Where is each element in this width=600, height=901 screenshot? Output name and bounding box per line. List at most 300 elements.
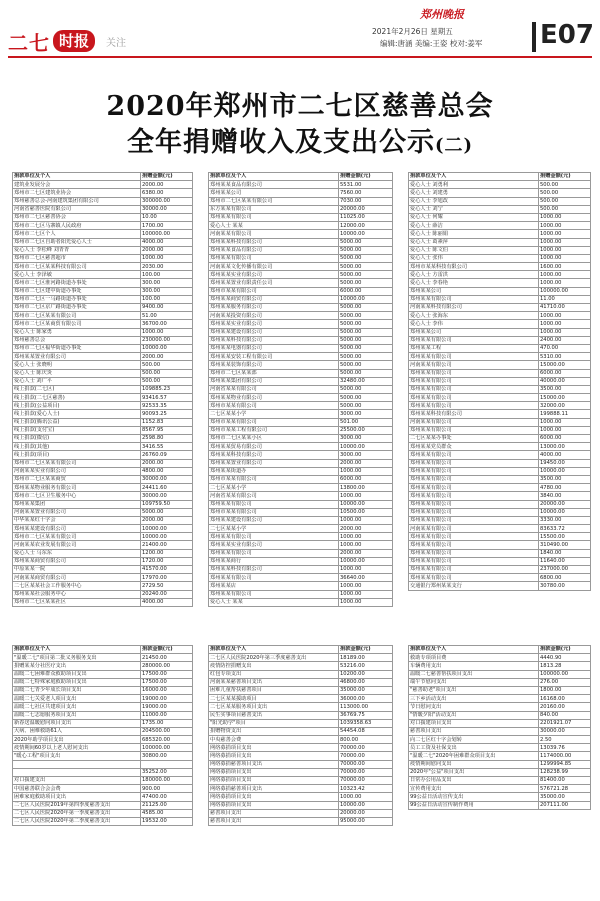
- donor-cell: 建筑业发展分会: [13, 181, 141, 189]
- donor-cell: 节日慰问支出: [409, 703, 539, 711]
- donor-cell: 河南某某投资有限公司: [209, 312, 339, 320]
- table-row: [13, 801, 193, 809]
- section-label: 关注: [106, 37, 127, 49]
- amount-cell: 3000.00: [339, 410, 393, 418]
- amount-cell: 199888.11: [539, 410, 591, 418]
- donor-cell: 郑州某某有限公司: [409, 426, 539, 434]
- donor-cell: 郑州某某有限公司: [409, 533, 539, 541]
- donor-cell: "温暖二七"项目第二批义务服务支出: [13, 654, 141, 662]
- table-row: [209, 418, 393, 426]
- donor-cell: "情暖夕阳"活动支出: [409, 711, 539, 719]
- donor-cell: 郑州某某电器有限公司: [209, 344, 339, 352]
- donor-cell: 郑州某某商贸有限公司: [209, 295, 339, 303]
- amount-cell: 900.00: [141, 785, 193, 793]
- donor-cell: 网络募捐项目支出: [209, 752, 339, 760]
- amount-cell: 9400.00: [141, 304, 193, 312]
- table-row: [409, 336, 591, 344]
- donor-cell: 郑州某某贸易有限公司: [209, 443, 339, 451]
- table-row: [409, 304, 591, 312]
- donor-cell: 郑州某某有限公司: [209, 213, 339, 221]
- donor-cell: 二七区某某小学: [209, 525, 339, 533]
- amount-cell: 36000.00: [339, 695, 393, 703]
- table-row: [209, 328, 393, 336]
- donor-cell: 车辆费用支出: [409, 662, 539, 670]
- donor-cell: 99公益日活动宣传支出: [409, 793, 539, 801]
- table-row: [209, 484, 393, 492]
- amount-cell: 180000.00: [141, 777, 193, 785]
- amount-cell: 35000.00: [539, 793, 591, 801]
- donor-cell: 郑州某某店: [209, 582, 339, 590]
- amount-cell: 310490.00: [539, 541, 591, 549]
- amount-cell: 10000.00: [539, 508, 591, 516]
- table-row: [409, 377, 591, 385]
- amount-cell: 13800.00: [339, 484, 393, 492]
- table-row: [209, 205, 393, 213]
- amount-cell: 4000.00: [141, 238, 193, 246]
- column-header-donor: 捐款单位及个人: [13, 173, 141, 181]
- amount-cell: 21450.00: [141, 654, 193, 662]
- table-row: [409, 500, 591, 508]
- table-row: [13, 654, 193, 662]
- donor-cell: 交通银行郑州某某支行: [409, 582, 539, 590]
- amount-cell: 500.00: [539, 197, 591, 205]
- table-row: [209, 451, 393, 459]
- table-row: [209, 670, 393, 678]
- amount-cell: 15500.00: [539, 533, 591, 541]
- donor-cell: 郑州某某科技有限公司: [409, 410, 539, 418]
- brand-badge: 时报: [53, 30, 95, 52]
- amount-cell: 1000.00: [539, 213, 591, 221]
- donor-cell: 二七区某某社会工作服务中心: [13, 582, 141, 590]
- table-row: [13, 549, 193, 557]
- amount-cell: 70000.00: [339, 760, 393, 768]
- amount-cell: 32000.00: [539, 402, 591, 410]
- donor-cell: 郑州某某公司: [209, 189, 339, 197]
- amount-cell: 30000.00: [141, 205, 193, 213]
- table-row: [13, 287, 193, 295]
- amount-cell: 24411.60: [141, 484, 193, 492]
- table-row: [409, 328, 591, 336]
- donor-cell: 线上捐款(其他): [13, 443, 141, 451]
- amount-cell: 300.00: [141, 287, 193, 295]
- table-row: [409, 213, 591, 221]
- amount-cell: 100.00: [141, 271, 193, 279]
- table-row: [13, 295, 193, 303]
- donor-cell: 慈善项目支出: [409, 727, 539, 735]
- donor-cell: 郑州市二七区某某有限公司: [209, 197, 339, 205]
- donor-cell: 郑州某某有限公司: [409, 459, 539, 467]
- amount-cell: 2000.00: [141, 516, 193, 524]
- table-row: [209, 574, 393, 582]
- table-row: [13, 475, 193, 483]
- table-row: [209, 435, 393, 443]
- table-row: [209, 263, 393, 271]
- amount-cell: 5000.00: [339, 385, 393, 393]
- table-row: [409, 533, 591, 541]
- donor-cell: 郑州某某有限公司: [409, 508, 539, 516]
- amount-cell: 840.00: [539, 711, 591, 719]
- amount-cell: 92533.35: [141, 402, 193, 410]
- amount-cell: 204500.00: [141, 727, 193, 735]
- donor-cell: 爱心人士 刘勇利: [409, 181, 539, 189]
- donor-cell: 捐赠物资支出: [209, 727, 339, 735]
- donor-cell: 郑州某某有限公司: [409, 492, 539, 500]
- table-row: [13, 582, 193, 590]
- table-row: [209, 598, 393, 606]
- amount-cell: 3500.00: [539, 475, 591, 483]
- page-header: [0, 0, 600, 64]
- table-row: [209, 271, 393, 279]
- table-row: [409, 418, 591, 426]
- donor-cell: 河南某某有限公司: [409, 418, 539, 426]
- amount-cell: 51.00: [141, 312, 193, 320]
- donor-cell: 困难儿童帮扶慈善项目: [209, 686, 339, 694]
- amount-cell: 1000.00: [539, 312, 591, 320]
- donor-cell: 郑州某某食品有限公司: [209, 181, 339, 189]
- amount-cell: 1840.00: [539, 549, 591, 557]
- table-row: [209, 475, 393, 483]
- amount-cell: 30000.00: [141, 492, 193, 500]
- bottom_tables-1: [208, 645, 393, 826]
- table-row: [13, 279, 193, 287]
- table-row: [13, 230, 193, 238]
- table-row: [209, 287, 393, 295]
- table-row: [13, 304, 193, 312]
- table-row: [13, 377, 193, 385]
- amount-cell: 93416.57: [141, 394, 193, 402]
- amount-cell: 280000.00: [141, 662, 193, 670]
- amount-cell: 10200.00: [339, 670, 393, 678]
- column-header-amount: 捐款金额(元): [141, 646, 193, 654]
- donor-cell: 民生实事项目慈善支出: [209, 711, 339, 719]
- amount-cell: 10000.00: [339, 801, 393, 809]
- table-header-row: [13, 646, 193, 654]
- table-row: [13, 205, 193, 213]
- donor-cell: 郑州某某工程: [409, 344, 539, 352]
- table-row: [209, 443, 393, 451]
- table-row: [409, 574, 591, 582]
- amount-cell: 1600.00: [539, 263, 591, 271]
- amount-cell: 6000.00: [539, 435, 591, 443]
- amount-cell: 12000.00: [339, 222, 393, 230]
- table-row: [209, 344, 393, 352]
- top_tables-1: [208, 172, 393, 607]
- donor-cell: 中原某某一院: [13, 566, 141, 574]
- amount-cell: 10000.00: [141, 344, 193, 352]
- amount-cell: 5000.00: [339, 271, 393, 279]
- amount-cell: 10000.00: [339, 295, 393, 303]
- table-row: [13, 402, 193, 410]
- amount-cell: 5000.00: [339, 336, 393, 344]
- table-row: [209, 320, 393, 328]
- donor-cell: 线上捐款(公益项目): [13, 402, 141, 410]
- amount-cell: 3000.00: [339, 435, 393, 443]
- donor-cell: 郑州市二七区某某科技有限公司: [13, 263, 141, 271]
- table-row: [13, 197, 193, 205]
- table-row: [209, 353, 393, 361]
- table-row: [409, 394, 591, 402]
- table-row: [13, 344, 193, 352]
- table-header-row: [209, 646, 393, 654]
- donor-cell: 线上捐款(支付宝): [13, 426, 141, 434]
- donor-cell: 郑州市二七区某某商贸: [13, 475, 141, 483]
- table-row: [409, 719, 591, 727]
- column-header-amount: 捐赠金额(元): [141, 173, 193, 181]
- donor-cell: 爱心人士 刘广平: [13, 377, 141, 385]
- donor-cell: 郑州某某置业有限公司: [13, 353, 141, 361]
- amount-cell: 1800.00: [539, 686, 591, 694]
- table-row: [13, 557, 193, 565]
- donor-cell: 郑州某某有限公司: [409, 557, 539, 565]
- table-row: [209, 582, 393, 590]
- donor-cell: 郑州某某有限公司: [209, 549, 339, 557]
- headline-line-1: 2020年郑州市二七区慈善总会: [106, 91, 494, 122]
- donor-cell: 河南省慈善医院有限公司: [13, 205, 141, 213]
- table-row: [209, 426, 393, 434]
- amount-cell: 2000.00: [141, 459, 193, 467]
- amount-cell: 10000.00: [141, 525, 193, 533]
- newspaper-masthead: 郑州晚报: [420, 8, 464, 21]
- amount-cell: 70000.00: [339, 768, 393, 776]
- table-row: [409, 662, 591, 670]
- donor-cell: 郑州市二七区自助者阳光爱心人士: [13, 238, 141, 246]
- amount-cell: 5000.00: [339, 344, 393, 352]
- amount-cell: 1000.00: [539, 279, 591, 287]
- amount-cell: 100000.00: [141, 744, 193, 752]
- table-row: [13, 484, 193, 492]
- amount-cell: 1000.00: [339, 467, 393, 475]
- table-row: [409, 361, 591, 369]
- table-row: [209, 246, 393, 254]
- brand-logo: [8, 28, 126, 54]
- table-row: [409, 230, 591, 238]
- table-row: [209, 516, 393, 524]
- table-row: [409, 459, 591, 467]
- amount-cell: 2729.50: [141, 582, 193, 590]
- amount-cell: 5000.00: [339, 353, 393, 361]
- donor-cell: 郑州市二七区慈善协会: [13, 213, 141, 221]
- column-header-amount: 捐款金额(元): [339, 646, 393, 654]
- table-row: [409, 475, 591, 483]
- donor-cell: 郑州某某有限公司: [409, 574, 539, 582]
- donor-cell: 河南省某某有限公司: [209, 492, 339, 500]
- date-line: 2021年2月26日 星期五: [372, 27, 453, 36]
- donor-cell: 郑州市二七区个人: [13, 230, 141, 238]
- amount-cell: 10000.00: [339, 500, 393, 508]
- amount-cell: 19000.00: [141, 695, 193, 703]
- table-row: [209, 222, 393, 230]
- amount-cell: 6000.00: [339, 475, 393, 483]
- table-row: [13, 662, 193, 670]
- table-row: [13, 719, 193, 727]
- donor-cell: 捐赠某某分社医疗支出: [13, 662, 141, 670]
- donor-cell: 郑州市二七区福华街道办事处: [13, 344, 141, 352]
- table-row: [13, 703, 193, 711]
- donor-cell: [13, 760, 141, 768]
- amount-cell: 1000.00: [539, 320, 591, 328]
- table-row: [409, 295, 591, 303]
- table-row: [13, 263, 193, 271]
- amount-cell: 30780.00: [539, 582, 591, 590]
- donor-cell: 郑州某某建设有限公司: [13, 525, 141, 533]
- amount-cell: 19532.00: [141, 817, 193, 825]
- amount-cell: 470.00: [539, 344, 591, 352]
- amount-cell: 4000.00: [539, 451, 591, 459]
- amount-cell: 18189.00: [339, 654, 393, 662]
- amount-cell: 10000.00: [539, 467, 591, 475]
- column-header-amount: 捐赠金额(元): [539, 173, 591, 181]
- donor-cell: 员工工资及社保支出: [409, 744, 539, 752]
- donor-cell: 线上捐款(二七区慈善): [13, 394, 141, 402]
- table-row: [409, 312, 591, 320]
- amount-cell: 1700.00: [141, 222, 193, 230]
- donor-cell: 网络募捐项目支出: [209, 793, 339, 801]
- amount-cell: 5000.00: [339, 246, 393, 254]
- donor-cell: [13, 768, 141, 776]
- amount-cell: 10323.42: [339, 785, 393, 793]
- amount-cell: 17500.00: [141, 670, 193, 678]
- donor-cell: 对口援建支出: [13, 777, 141, 785]
- table-row: [209, 711, 393, 719]
- table-row: [13, 590, 193, 598]
- table-row: [409, 467, 591, 475]
- donor-cell: 郑州某某有限公司: [409, 500, 539, 508]
- amount-cell: 1000.00: [539, 328, 591, 336]
- donor-cell: 爱心人士 李泽敏: [13, 271, 141, 279]
- donor-cell: 慈善项目支出: [209, 817, 339, 825]
- table-row: [409, 353, 591, 361]
- amount-cell: 5000.00: [339, 312, 393, 320]
- donor-cell: 2020年助学项目支出: [13, 736, 141, 744]
- donor-cell: 郑州某某有限公司: [409, 336, 539, 344]
- amount-cell: 1000.00: [141, 254, 193, 262]
- donor-cell: 线上捐款(二七区): [13, 385, 141, 393]
- bottom_tables-2: [408, 645, 591, 810]
- amount-cell: 70000.00: [339, 752, 393, 760]
- donor-cell: 河南省某某有限公司: [209, 385, 339, 393]
- amount-cell: 5000.00: [339, 263, 393, 271]
- amount-cell: 8567.95: [141, 426, 193, 434]
- table-row: [409, 525, 591, 533]
- table-row: [13, 785, 193, 793]
- table-row: [409, 205, 591, 213]
- amount-cell: 500.00: [141, 361, 193, 369]
- amount-cell: 3000.00: [339, 451, 393, 459]
- table-row: [13, 760, 193, 768]
- donor-cell: 二七区某某办事处: [409, 435, 539, 443]
- donor-cell: 郑州市某某有限公司: [209, 508, 339, 516]
- donor-cell: 郑州某某商行: [209, 557, 339, 565]
- donor-cell: 新春送温暖慰问项目支出: [13, 719, 141, 727]
- amount-cell: 1200.00: [141, 549, 193, 557]
- amount-cell: 25500.00: [339, 426, 393, 434]
- donor-cell: "阳光助学"项目: [209, 719, 339, 727]
- donor-cell: 郑州市二七区某某有限公司: [13, 312, 141, 320]
- donor-cell: 河南某某科技有限公司: [409, 304, 539, 312]
- donor-cell: 对口援建项目支出: [409, 719, 539, 727]
- table-row: [13, 328, 193, 336]
- donor-cell: 郑州某某建设有限公司: [209, 516, 339, 524]
- table-row: [409, 435, 591, 443]
- table-row: [13, 246, 193, 254]
- donor-cell: 爱心人士 方雷洪: [409, 271, 539, 279]
- headline-main: 全年捐赠收入及支出公示: [126, 127, 435, 158]
- amount-cell: 230000.00: [141, 336, 193, 344]
- donor-cell: 郑州市二七区建中街道办事处: [13, 287, 141, 295]
- amount-cell: 70000.00: [339, 744, 393, 752]
- amount-cell: 11.00: [539, 295, 591, 303]
- table-row: [13, 809, 193, 817]
- brand-name: 二七: [8, 30, 50, 55]
- donor-cell: 郑州某某有限公司: [409, 484, 539, 492]
- donor-cell: "温暖二七"2020年困难群众项目支出: [409, 752, 539, 760]
- amount-cell: 500.00: [141, 377, 193, 385]
- table-row: [209, 410, 393, 418]
- donor-cell: 爱心人士 陈丽娟: [409, 230, 539, 238]
- amount-cell: 40000.00: [539, 377, 591, 385]
- donor-cell: 郑州某某社会服务中心: [13, 590, 141, 598]
- table-row: [409, 402, 591, 410]
- donor-cell: 郑州市二七区慈善超市: [13, 254, 141, 262]
- table-row: [209, 361, 393, 369]
- donor-cell: 郑州市某某工程有限公司: [209, 426, 339, 434]
- table-row: [409, 287, 591, 295]
- table-row: [209, 213, 393, 221]
- donor-cell: 郑州某某实业有限公司: [209, 320, 339, 328]
- amount-cell: 5000.00: [339, 238, 393, 246]
- amount-cell: 2000.00: [339, 459, 393, 467]
- amount-cell: 5000.00: [339, 402, 393, 410]
- table-row: [409, 566, 591, 574]
- donor-cell: 郑州慈善总会: [13, 336, 141, 344]
- table-row: [209, 533, 393, 541]
- donor-cell: 二七区人民医院2020年第一季度慈善支出: [13, 809, 141, 817]
- table-row: [13, 516, 193, 524]
- table-row: [409, 760, 591, 768]
- table-row: [209, 662, 393, 670]
- amount-cell: 41570.00: [141, 566, 193, 574]
- table-row: [13, 727, 193, 735]
- table-row: [209, 467, 393, 475]
- table-row: [209, 727, 393, 735]
- amount-cell: 2030.00: [141, 263, 193, 271]
- amount-cell: 113000.00: [339, 703, 393, 711]
- table-row: [409, 695, 591, 703]
- table-row: [13, 238, 193, 246]
- donor-cell: 郑州市二七区淮河路街道办事处: [13, 279, 141, 287]
- donor-cell: 爱心人士 张晓明: [13, 361, 141, 369]
- table-row: [13, 541, 193, 549]
- table-row: [209, 312, 393, 320]
- table-row: [13, 695, 193, 703]
- donor-cell: 郑州市二七区某某小区: [209, 435, 339, 443]
- donor-cell: 爱心人士 张海东: [409, 312, 539, 320]
- donor-cell: 郑州市二七区某某有限公司: [13, 533, 141, 541]
- table-row: [209, 777, 393, 785]
- donor-cell: 河南某某有限公司: [409, 525, 539, 533]
- table-row: [409, 703, 591, 711]
- table-row: [13, 336, 193, 344]
- amount-cell: 1174000.00: [539, 752, 591, 760]
- table-row: [209, 566, 393, 574]
- donor-cell: 线上捐款(微信): [13, 435, 141, 443]
- table-row: [409, 727, 591, 735]
- donor-cell: 郑州某某有限公司: [409, 295, 539, 303]
- top_tables-2: [408, 172, 591, 591]
- amount-cell: 1299994.85: [539, 760, 591, 768]
- top_tables-0: [12, 172, 193, 607]
- amount-cell: 2000.00: [141, 246, 193, 254]
